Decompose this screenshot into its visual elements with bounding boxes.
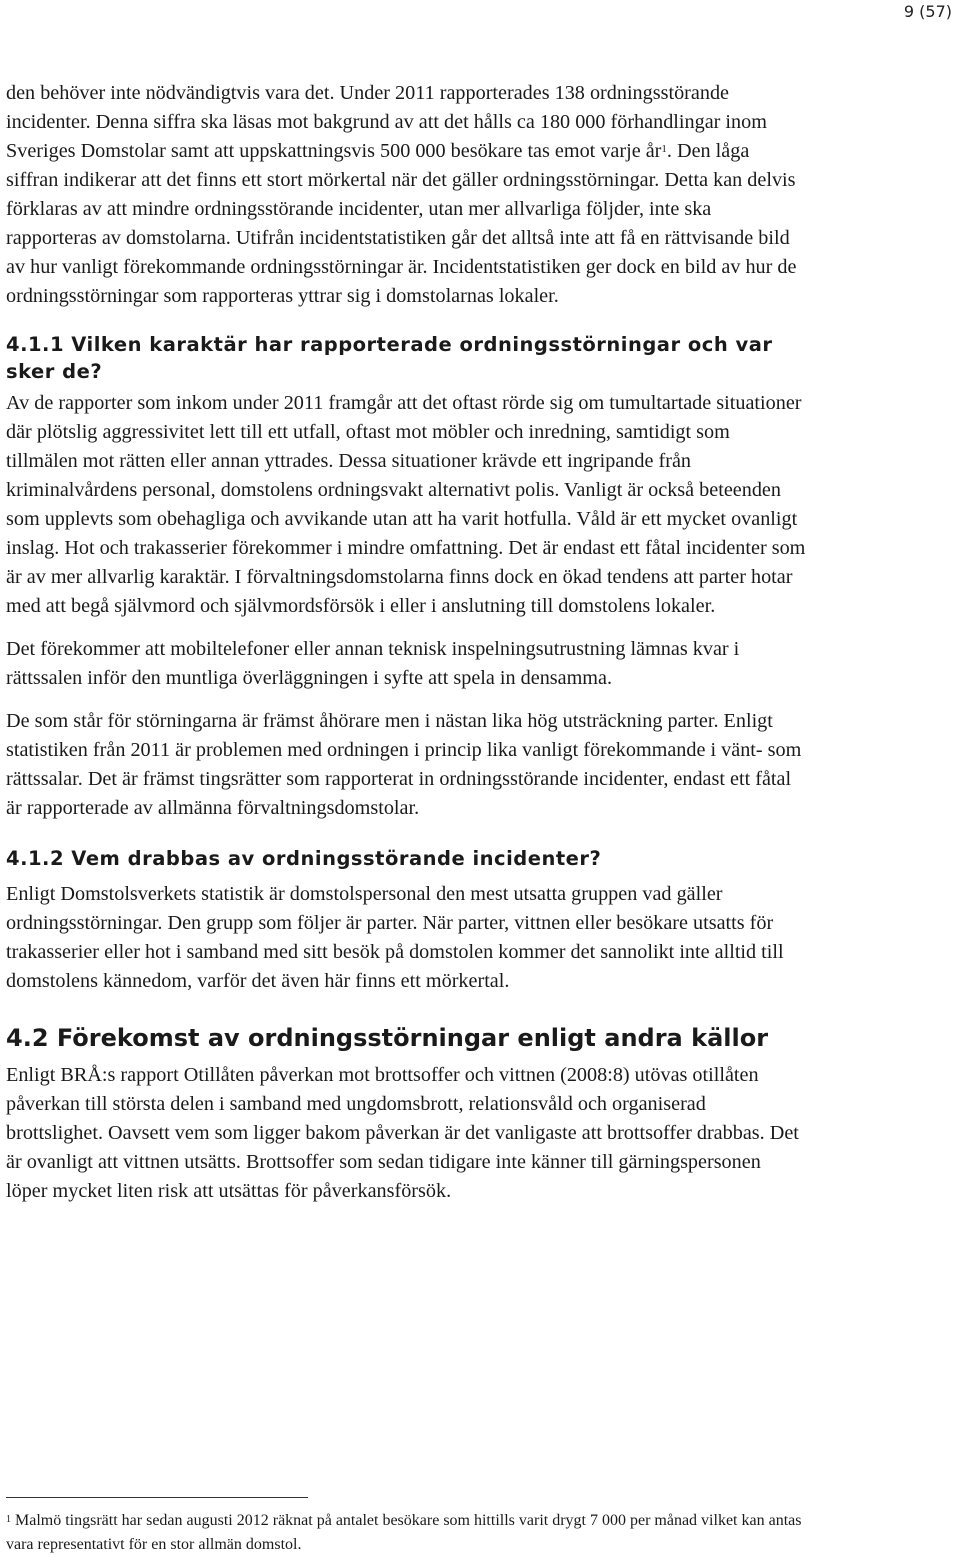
paragraph [6,79,806,311]
paragraph: Av de rapporter som inkom under 2011 framgår att det oftast rörde sig om tumultartade situationer där plötslig aggressivitet lett till ett utfall, oftast mot möbler och inredning, samtidigt som tillmälen mot rätten eller annan yttrades. Dessa situationer krävde ett ingripande från kriminalvårdens personal, domstolens ordningsvakt alternativt polis. Vanligt är också beteenden som upplevts som obehagliga och avvikande utan att ha varit hotfulla. Våld är ett mycket ovanligt inslag. Hot och trakasserier förekommer i mindre omfattning. Det är endast ett fåtal incidenter som är av mer allvarlig karaktär. I förvaltningsdomstolarna finns dock en ökad tendens att parter hotar med att begå självmord och självmordsförsök i eller i anslutning till domstolens lokaler. [6,392,806,617]
paragraph: Enligt BRÅ:s rapport Otillåten påverkan mot brottsoffer och vittnen (2008:8) utövas otillåten påverkan till största delen i samband med ungdomsbrott, relationsvåld och organiserad brottslighet. Oavsett vem som ligger bakom påverkan är det vanligaste att brottsoffer drabbas. Det är ovanligt att vittnen utsätts. Brottsoffer som sedan tidigare inte känner till gärningspersonen löper mycket liten risk att utsättas för påverkansförsök. [6,1064,799,1202]
paragraph-text: . Den låga siffran indikerar att det finns ett stort mörkertal när det gäller ordningsstörningar. Detta kan delvis förklaras av att mindre ordningsstörande incidenter, utan mer allvarliga följder, inte ska rapporteras av domstolarna. Utifrån incidentstatistiken går det alltså inte att få en rättvisande bild av hur vanligt förekommande ordningsstörningar är. Incidentstatistiken ger dock en bild av hur de ordningsstörningar som rapporteras yttrar sig i domstolarnas lokaler. [6,140,797,307]
footnote-divider [6,1497,308,1498]
footnote-text: Malmö tingsrätt har sedan augusti 2012 räknat på antalet besökare som hittills varit drygt 7 000 per månad vilket kan antas vara representativt för en stor allmän domstol. [6,1512,802,1553]
footnote-reference[interactable]: 1 [661,143,667,155]
section-heading-4-2: 4.2 Förekomst av ordningsstörningar enligt andra källor [6,1024,769,1052]
paragraph: Enligt Domstolsverkets statistik är domstolspersonal den mest utsatta gruppen vad gäller ordningsstörningar. Den grupp som följer är parter. När parter, vittnen eller besökare utsatts för trakasserier eller hot i samband med sitt besök på domstolen kommer det sannolikt inte alltid till domstolens kännedom, varför det även här finns ett mörkertal. [6,883,784,992]
section-heading-4-1-2: 4.1.2 Vem drabbas av ordningsstörande incidenter? [6,847,602,870]
paragraph-text: den behöver inte nödvändigtvis vara det. Under 2011 rapporterades 138 ordningsstörande incidenter. Denna siffra ska läsas mot bakgrund av att det hålls ca 180 000 förhandlingar inom Sveriges Domstolar samt att uppskattningsvis 500 000 besökare tas emot varje år [6,82,767,162]
footnote-number: 1 [6,1514,11,1525]
paragraph: Det förekommer att mobiltelefoner eller annan teknisk inspelningsutrustning lämnas kvar i rättssalen inför den muntliga överläggningen i syfte att spela in densamma. [6,638,740,689]
page-number: 9 (57) [903,2,952,21]
document-body [6,79,806,1206]
paragraph: De som står för störningarna är främst åhörare men i nästan lika hög utsträckning parter. Enligt statistiken från 2011 är problemen med ordningen i princip lika vanligt förekommande i vänt- som rättssalar. Det är främst tingsrätter som rapporterat in ordningsstörande incidenter, endast ett fåtal är rapporterade av allmänna förvaltningsdomstolar. [6,710,802,819]
section-heading-4-1-1: 4.1.1 Vilken karaktär har rapporterade ordningsstörningar och var sker de? [6,333,773,383]
footnote [6,1509,806,1557]
